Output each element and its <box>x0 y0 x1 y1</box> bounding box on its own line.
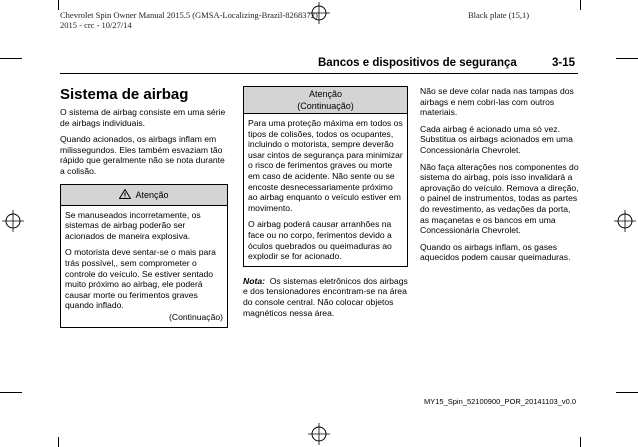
paragraph: Não faça alterações nos componentes do sistema do airbag, pois isso invalidará a aprovação do veículo. Remova a direção, o painel de instrumentos, todas as partes do revestimento, as vedações da porta, as maçanetas e os bancos em uma Concessionária Chevrolet. <box>420 161 579 236</box>
note <box>243 276 408 318</box>
paragraph: Quando acionados, os airbags inflam em milissegundos. Eles também esvaziam tão rápido que geralmente não se nota durante a colisão. <box>60 134 225 176</box>
warning-box <box>60 184 228 328</box>
crop-mark-left-bottom <box>0 392 22 393</box>
print-meta-line1: Chevrolet Spin Owner Manual 2015.5 (GMSA-Localizing-Brazil-8268372) <box>60 10 318 20</box>
plate-label: Black plate (15,1) <box>468 10 530 20</box>
warning-box-continued <box>243 86 408 267</box>
warning-text: O airbag poderá causar arranhões na face ou no corpo, ferimentos devido a óculos quebrados ou queimaduras ao explodir se for acionado. <box>248 219 392 262</box>
note-text: Os sistemas eletrônicos dos airbags e dos tensionadores encontram-se na área do console central. Não colocar objetos magnéticos nessa área. <box>243 275 408 318</box>
warning-title: Atenção <box>135 189 169 200</box>
registration-mark-icon <box>308 423 330 445</box>
header-rule <box>60 73 578 74</box>
paragraph: Não se deve colar nada nas tampas dos airbags e nem cobri-las com outros materiais. <box>420 86 574 118</box>
section-heading: Sistema de airbag <box>60 86 189 103</box>
registration-mark-icon <box>614 210 636 232</box>
crop-mark-bottom-left <box>58 437 59 447</box>
warning-header <box>61 185 227 206</box>
print-meta-line2: 2015 - crc - 10/27/14 <box>60 20 132 30</box>
crop-mark-top-right <box>580 0 581 10</box>
warning-text: O motorista deve sentar-se o mais para trás possível,, sem comprometer o controle do veículo. Se estiver sentado muito próximo ao airbag, ele poderá causar morte ou ferimentos graves quando inflado. <box>65 247 216 311</box>
note-label: Nota: <box>243 275 265 286</box>
paragraph: Quando os airbags inflam, os gases aquecidos podem causar queimaduras. <box>420 241 571 263</box>
print-meta <box>60 10 318 30</box>
crop-mark-bottom-right <box>580 437 581 447</box>
warning-subtitle: (Continuação) <box>297 101 354 111</box>
paragraph: Cada airbag é acionado uma só vez. Substitua os airbags acionados em uma Concessionária Chevrolet. <box>420 123 573 155</box>
continued-label: (Continuação) <box>169 311 223 322</box>
warning-text: Para uma proteção máxima em todos os tipos de colisões, todos os ocupantes, incluindo o motorista, sempre deverão usar cintos de segurança para minimizar o risco de ferimentos graves ou morte em caso de acidente. Não sente ou se encoste desnecessariamente próximo ao airbag enquanto o veículo estiver em movimento. <box>248 118 403 213</box>
left-column <box>60 86 228 328</box>
page-number: 3-15 <box>552 57 576 69</box>
crop-mark-right-top <box>616 58 638 59</box>
middle-column <box>243 86 408 318</box>
right-column <box>420 86 580 269</box>
crop-mark-left-top <box>0 58 22 59</box>
warning-text: Se manuseados incorretamente, os sistemas de airbag poderão ser acionados de maneira explosiva. <box>65 209 201 241</box>
warning-triangle-icon <box>119 189 131 199</box>
running-head-title: Bancos e dispositivos de segurança <box>318 57 517 69</box>
crop-mark-top-left <box>58 0 59 10</box>
registration-mark-icon <box>2 210 24 232</box>
paragraph: O sistema de airbag consiste em uma série de airbags individuais. <box>60 107 226 128</box>
warning-body <box>244 114 407 266</box>
warning-title: Atenção <box>308 89 343 99</box>
warning-body <box>61 206 227 327</box>
footer-code: MY15_Spin_52100900_POR_20141103_v0.0 <box>424 397 577 406</box>
crop-mark-right-bottom <box>616 392 638 393</box>
warning-header <box>244 87 407 114</box>
